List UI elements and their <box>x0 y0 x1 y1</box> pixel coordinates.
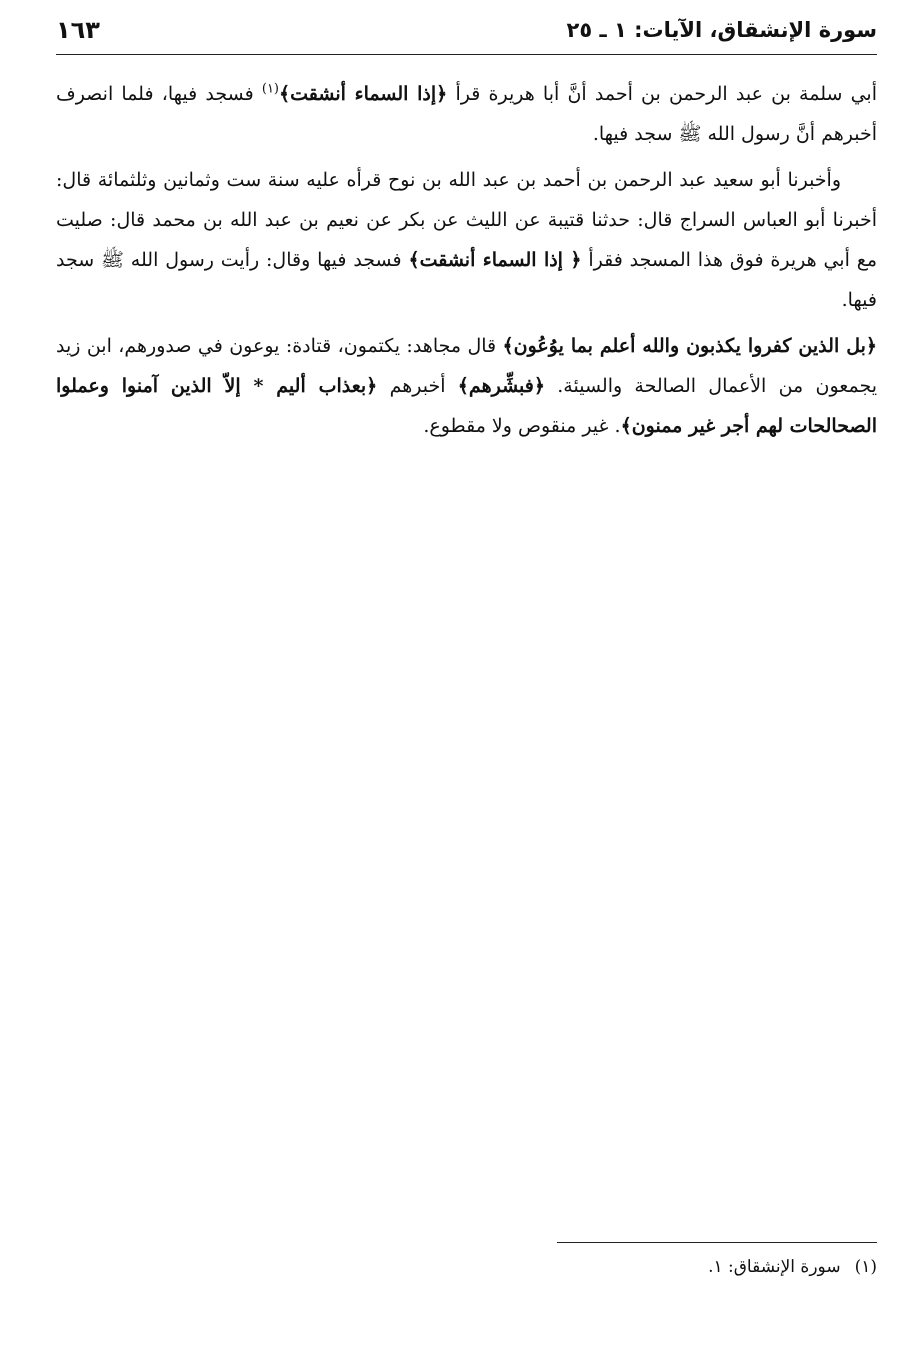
paragraph-2 <box>56 160 877 320</box>
page-number: ١٦٣ <box>56 16 100 44</box>
paragraph-text: أبي سلمة بن عبد الرحمن بن أحمد أنَّ أبا هريرة قرأ <box>447 83 878 105</box>
paragraph-text: فسجد فيها، فلما انصرف أخبرهم أنَّ رسول الله ﷺ سجد فيها. <box>56 83 877 145</box>
paragraph-text: أخبرهم <box>377 375 458 397</box>
footnote-divider <box>557 1242 877 1243</box>
paragraph-text: . غير منقوص ولا مقطوع. <box>423 415 621 437</box>
paragraph-text: قال مجاهد: يكتمون، قتادة: يوعون في صدورهم، ابن زيد يجمعون من الأعمال الصالحة والسيئة. <box>56 335 877 397</box>
paragraph-3 <box>56 326 877 446</box>
footnote-reference: (١) <box>261 81 279 97</box>
footnote <box>708 1254 877 1280</box>
quran-quote: ﴿ إذا السماء أنشقت﴾ <box>408 249 582 271</box>
paragraph-1 <box>56 74 877 154</box>
main-text <box>56 74 877 452</box>
quran-quote: ﴿إذا السماء أنشقت﴾ <box>279 83 448 105</box>
quran-quote: ﴿فبشِّرهم﴾ <box>457 375 545 397</box>
paragraph-text: وأخبرنا أبو سعيد عبد الرحمن بن أحمد بن عبد الله بن نوح قرأه عليه سنة ست وثمانين وثلثمائة قال: أخبرنا أبو العباس السراج قال: حدثنا قتيبة عن الليث عن بكر عن نعيم بن عبد الله بن محمد قال: صليت مع أبي هريرة فوق هذا المسجد فقرأ <box>56 169 878 271</box>
footnote-text: سورة الإنشقاق: ١. <box>708 1257 841 1277</box>
quran-quote: ﴿بل الذين كفروا يكذبون والله أعلم بما يوُعُون﴾ <box>502 335 878 357</box>
page-header <box>56 14 877 55</box>
quran-quote: ﴿بعذاب أليم * إلاّ الذين آمنوا وعملوا الصحالحات لهم أجر غير ممنون﴾ <box>56 375 877 437</box>
paragraph-text: فسجد فيها وقال: رأيت رسول الله ﷺ سجد فيها. <box>56 249 877 311</box>
footnote-marker: (١) <box>854 1257 877 1277</box>
running-head: سورة الإنشقاق، الآيات: ١ ـ ٢٥ <box>566 18 877 42</box>
